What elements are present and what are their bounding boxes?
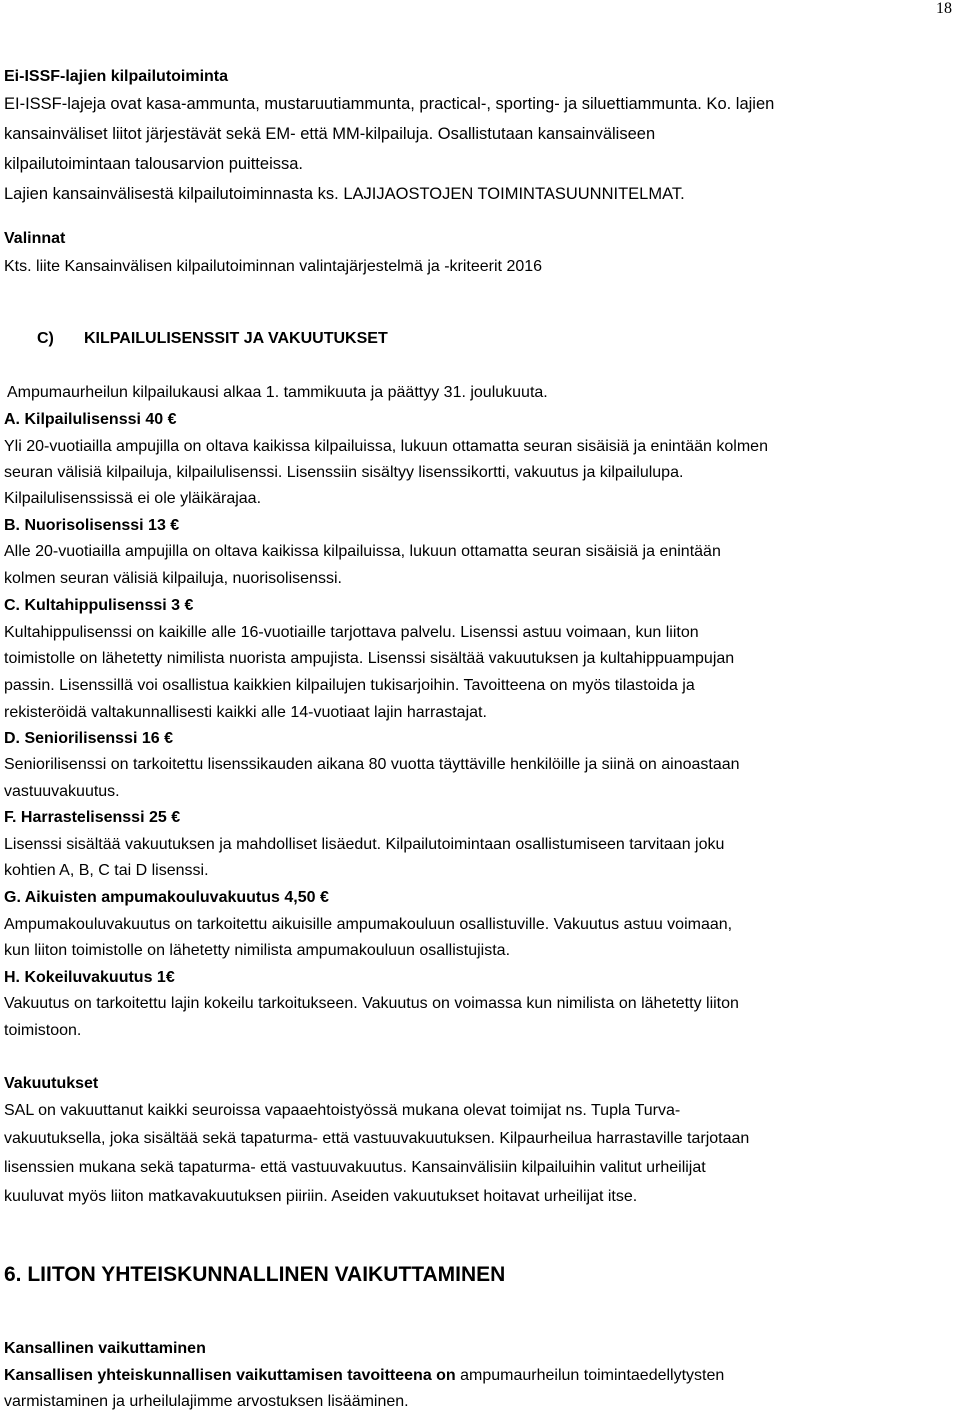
season-intro: Ampumaurheilun kilpailukausi alkaa 1. tammikuuta ja päättyy 31. joulukuuta. [7, 384, 548, 401]
section-letter: C) [37, 330, 54, 347]
ei-issf-line: EI-ISSF-lajeja ovat kasa-ammunta, mustaruutiammunta, practical-, sporting- ja siluettiammunta. Ko. lajien [4, 95, 775, 113]
ei-issf-line: kilpailutoimintaan talousarvion puitteissa. [4, 155, 303, 173]
license-text: Seniorilisenssi on tarkoitettu lisenssikauden aikana 80 vuotta täyttäville henkilöille ja siinä on ainoastaan [4, 756, 740, 773]
valinnat-text: Kts. liite Kansainvälisen kilpailutoiminnan valintajärjestelmä ja -kriteerit 2016 [4, 258, 543, 275]
license-text: kohtien A, B, C tai D lisenssi. [4, 862, 209, 879]
insurance-text: lisenssien mukana sekä tapaturma- että vastuuvakuutus. Kansainvälisiin kilpailuihin valitut urheilijat [4, 1159, 706, 1176]
license-text: toimistolle on lähetetty nimilista nuorista ampujista. Lisenssi sisältää vakuutuksen ja kultahippuampujan [4, 650, 735, 667]
license-text: Yli 20-vuotiailla ampujilla on oltava kaikissa kilpailuissa, lukuun ottamatta seuran sisäisiä ja enintään kolmen [4, 438, 768, 455]
license-text: Alle 20-vuotiailla ampujilla on oltava kaikissa kilpailuissa, lukuun ottamatta seuran sisäisiä ja enintään [4, 543, 721, 560]
insurance-text: kuuluvat myös liiton matkavakuutuksen piiriin. Aseiden vakuutukset hoitavat urheilijat itse. [4, 1188, 638, 1205]
license-text: Kilpailulisenssissä ei ole yläikärajaa. [4, 490, 262, 507]
license-heading: C. Kultahippulisenssi 3 € [4, 597, 194, 614]
chapter-paragraph-line: varmistaminen ja urheilulajimme arvostuksen lisääminen. [4, 1393, 409, 1410]
ei-issf-line: Lajien kansainvälisestä kilpailutoiminnasta ks. LAJIJAOSTOJEN TOIMINTASUUNNITELMAT. [4, 185, 685, 203]
license-heading: H. Kokeiluvakuutus 1€ [4, 969, 175, 986]
ei-issf-heading: Ei-ISSF-lajien kilpailutoiminta [4, 68, 229, 85]
license-text: toimistoon. [4, 1022, 82, 1039]
paragraph-rest: ampumaurheilun toimintaedellytysten [455, 1367, 725, 1384]
license-text: Vakuutus on tarkoitettu lajin kokeilu tarkoitukseen. Vakuutus on voimassa kun nimilista on lähetetty liiton [4, 995, 739, 1012]
chapter-subheading: Kansallinen vaikuttaminen [4, 1340, 206, 1357]
ei-issf-line: kansainväliset liitot järjestävät sekä EM- että MM-kilpailuja. Osallistutaan kansainväliseen [4, 125, 656, 143]
license-heading: B. Nuorisolisenssi 13 € [4, 517, 180, 534]
license-text: seuran välisiä kilpailuja, kilpailulisenssi. Lisenssiin sisältyy lisenssikortti, vakuutus ja kilpailulupa. [4, 464, 684, 481]
license-text: kun liiton toimistolle on lähetetty nimilista ampumakouluun osallistujista. [4, 942, 511, 959]
bold-lead: Kansallisen yhteiskunnallisen vaikuttamisen tavoitteena on [4, 1367, 456, 1384]
license-text: kolmen seuran välisiä kilpailuja, nuorisolisenssi. [4, 570, 342, 587]
chapter-title: 6. LIITON YHTEISKUNNALLINEN VAIKUTTAMINEN [4, 1263, 506, 1286]
license-text: vastuuvakuutus. [4, 783, 120, 800]
chapter-paragraph-line [4, 1367, 724, 1385]
license-heading: D. Seniorilisenssi 16 € [4, 730, 173, 747]
page-number: 18 [936, 0, 952, 17]
license-text: Lisenssi sisältää vakuutuksen ja mahdolliset lisäedut. Kilpailutoimintaan osallistumiseen tarvitaan joku [4, 836, 725, 853]
license-text: Kultahippulisenssi on kaikille alle 16-vuotiaille tarjottava palvelu. Lisenssi astuu voimaan, kun liiton [4, 624, 699, 641]
license-heading: F. Harrastelisenssi 25 € [4, 809, 181, 826]
insurance-heading: Vakuutukset [4, 1075, 99, 1092]
section-title: KILPAILULISENSSIT JA VAKUUTUKSET [84, 330, 388, 347]
insurance-text: SAL on vakuuttanut kaikki seuroissa vapaaehtoistyössä mukana olevat toimijat ns. Tupla Turva- [4, 1102, 681, 1119]
license-text: passin. Lisenssillä voi osallistua kaikkien kilpailujen tukisarjoihin. Tavoitteena on myös tilastoida ja [4, 677, 695, 694]
license-text: rekisteröidä valtakunnallisesti kaikki alle 14-vuotiaat lajin harrastajat. [4, 704, 487, 721]
license-heading: A. Kilpailulisenssi 40 € [4, 411, 177, 428]
insurance-text: vakuutuksella, joka sisältää sekä tapaturma- että vastuuvakuutuksen. Kilpaurheilua harrastaville tarjotaan [4, 1130, 750, 1147]
valinnat-heading: Valinnat [4, 230, 66, 247]
license-text: Ampumakouluvakuutus on tarkoitettu aikuisille ampumakouluun osallistuville. Vakuutus astuu voimaan, [4, 916, 733, 933]
license-heading: G. Aikuisten ampumakouluvakuutus 4,50 € [4, 889, 329, 906]
